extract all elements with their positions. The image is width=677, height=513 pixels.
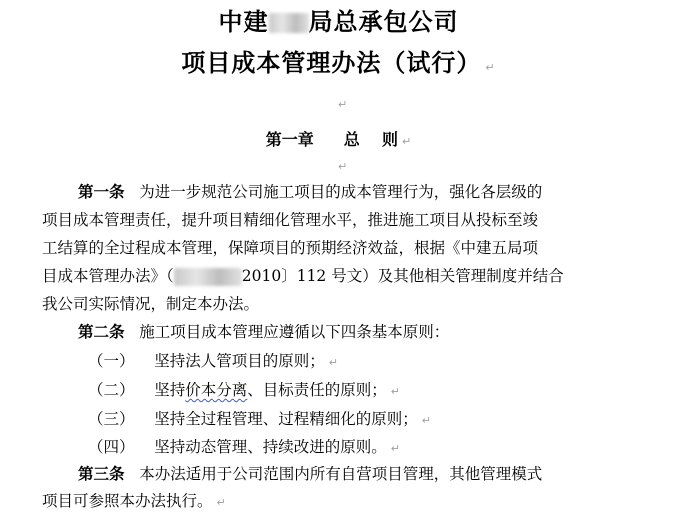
paragraph-mark-icon: ↵ [216, 496, 226, 509]
principle-item-4: （四） 坚持动态管理、持续改进的原则。 ↵ [88, 438, 400, 456]
document-title-line2: 项目成本管理办法（试行） ↵ [181, 49, 496, 77]
article-1-line-4: 目成本管理办法》（ 2010〕112 号文）及其他相关管理制度并结合 [42, 267, 564, 285]
paragraph-mark-icon: ↵ [390, 442, 400, 455]
redacted-text [269, 13, 309, 33]
principle-item-2: （二） 坚持价本分离、目标责任的原则； ↵ [88, 381, 400, 399]
principle-item-3: （三） 坚持全过程管理、过程精细化的原则； ↵ [88, 410, 431, 428]
principle-item-1: （一） 坚持法人管项目的原则； ↵ [88, 352, 338, 370]
article-1-line-1: 第一条 为进一步规范公司施工项目的成本管理行为，强化各层级的 [78, 182, 543, 201]
paragraph-mark-icon: ↵ [485, 61, 496, 74]
paragraph-mark-icon: ↵ [328, 356, 338, 369]
article-3-line-1: 第三条 本办法适用于公司范围内所有自营项目管理，其他管理模式 [78, 464, 543, 483]
paragraph-mark-icon: ↵ [421, 414, 431, 427]
article-3-line-2: 项目可参照本办法执行。 ↵ [42, 492, 226, 510]
chapter-heading: 第一章 总 则 ↵ [265, 130, 412, 149]
article-1-line-5: 我公司实际情况，制定本办法。 [42, 295, 260, 313]
redacted-text [174, 268, 242, 286]
document-title-line1: 中建 局总承包公司 [218, 8, 459, 36]
article-1-line-3: 工结算的全过程成本管理，保障项目的预期经济效益，根据《中建五局项 [42, 239, 539, 257]
spellcheck-underlined-text: 价本分离 [185, 381, 248, 399]
paragraph-mark-icon: ↵ [338, 98, 348, 111]
paragraph-mark-icon: ↵ [402, 135, 412, 148]
article-2-line-1: 第二条 施工项目成本管理应遵循以下四条基本原则： [78, 322, 450, 341]
article-1-line-2: 项目成本管理责任，提升项目精细化管理水平，推进施工项目从投标至竣 [42, 211, 539, 229]
paragraph-mark-icon: ↵ [390, 385, 400, 398]
paragraph-mark-icon: ↵ [338, 160, 348, 173]
